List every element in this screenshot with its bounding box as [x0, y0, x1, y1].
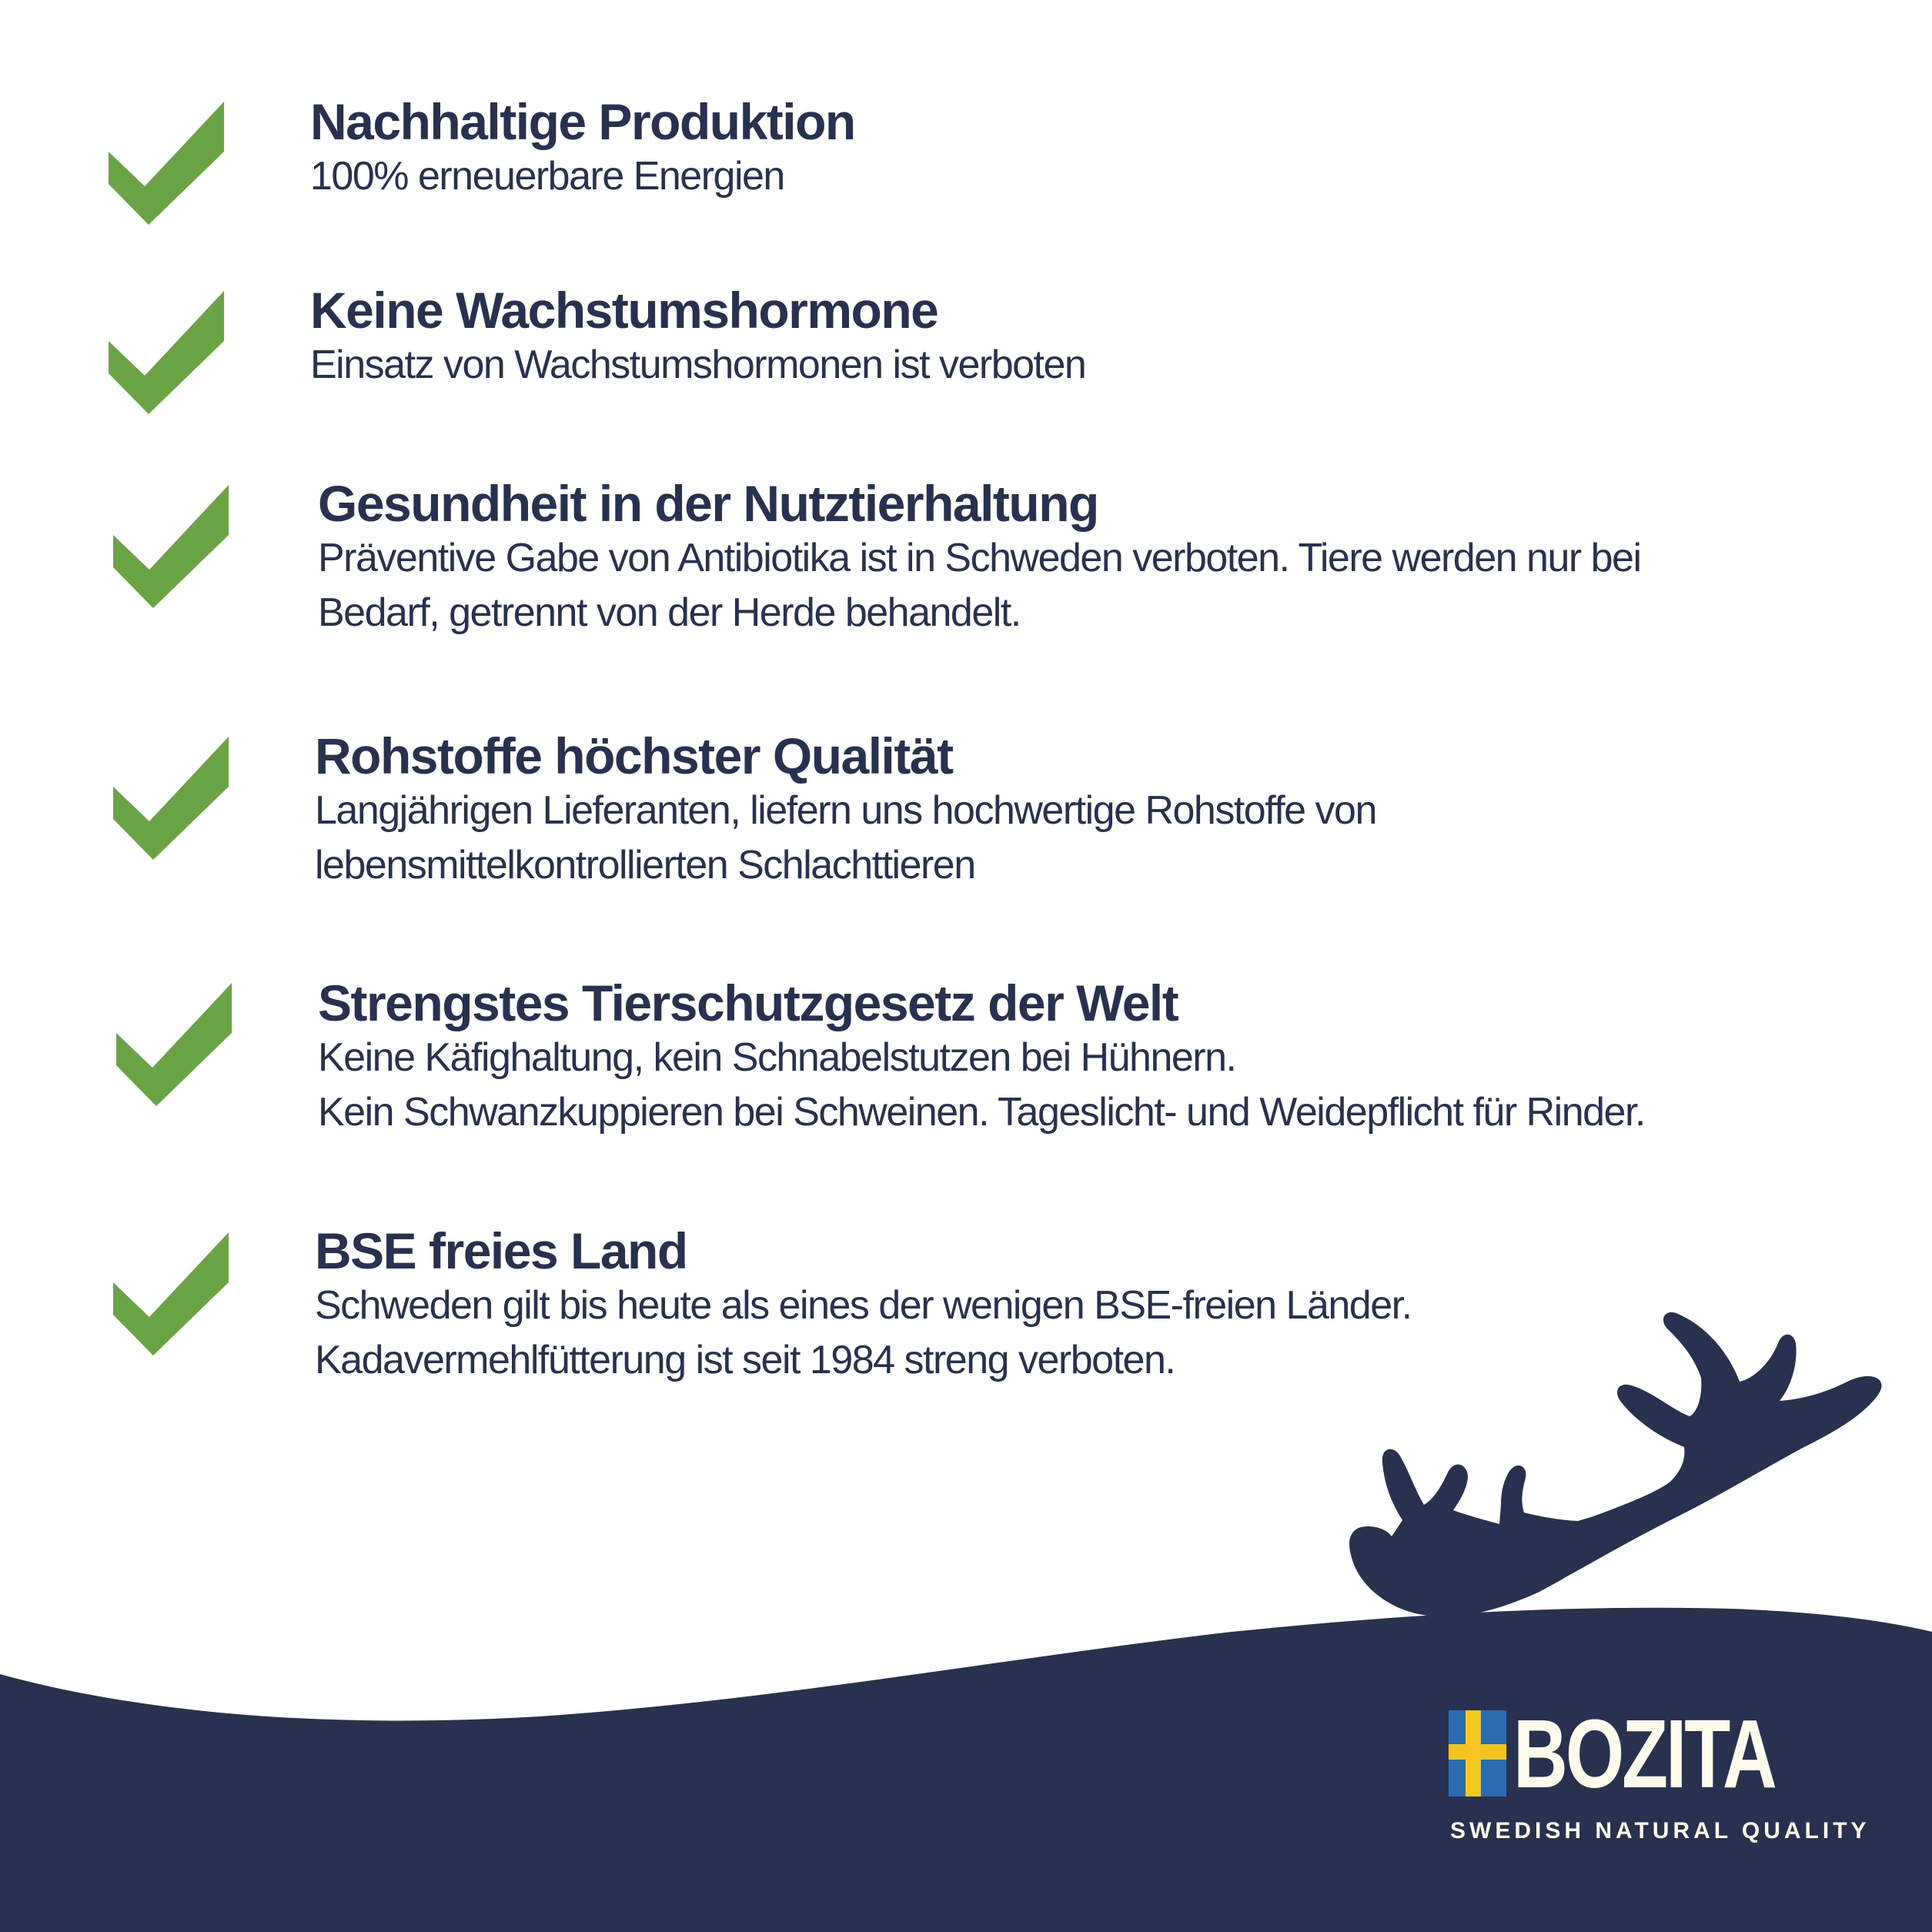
feature-description-line: Präventive Gabe von Antibiotika ist in Schweden verboten. Tiere werden nur bei — [318, 536, 1641, 580]
bozita-logo — [1449, 1700, 1870, 1847]
feature-description-line: Kein Schwanzkuppieren bei Schweinen. Tageslicht- und Weidepflicht für Rinder. — [318, 1090, 1645, 1135]
feature-description-line: Bedarf, getrennt von der Herde behandelt. — [318, 590, 1021, 635]
swedish-flag-icon — [1449, 1710, 1506, 1797]
feature-title: Nachhaltige Produktion — [310, 93, 855, 150]
brand-name: BOZITA — [1513, 1700, 1775, 1808]
feature-description-line: lebensmittelkontrollierten Schlachttieren — [315, 843, 975, 887]
feature-description-line: Schweden gilt bis heute als eines der wenigen BSE-freien Länder. — [315, 1283, 1412, 1328]
feature-description-line: Einsatz von Wachstumshormonen ist verboten — [310, 343, 1086, 387]
feature-description-line: Langjährigen Lieferanten, liefern uns hochwertige Rohstoffe von — [315, 788, 1376, 833]
feature-title: Strengstes Tierschutzgesetz der Welt — [318, 974, 1178, 1031]
feature-title: Rohstoffe höchster Qualität — [315, 727, 953, 784]
feature-description-line: 100% erneuerbare Energien — [310, 154, 784, 199]
feature-description-line: Keine Käfighaltung, kein Schnabelstutzen bei Hühnern. — [318, 1035, 1236, 1080]
feature-description-line: Kadavermehlfütterung ist seit 1984 streng verboten. — [315, 1338, 1175, 1382]
feature-title: Keine Wachstumshormone — [310, 282, 938, 339]
moose-antler-icon — [1349, 1312, 1881, 1616]
feature-title: BSE freies Land — [315, 1222, 687, 1279]
feature-title: Gesundheit in der Nutztierhaltung — [318, 475, 1098, 532]
brand-tagline: SWEDISH NATURAL QUALITY — [1450, 1818, 1870, 1843]
